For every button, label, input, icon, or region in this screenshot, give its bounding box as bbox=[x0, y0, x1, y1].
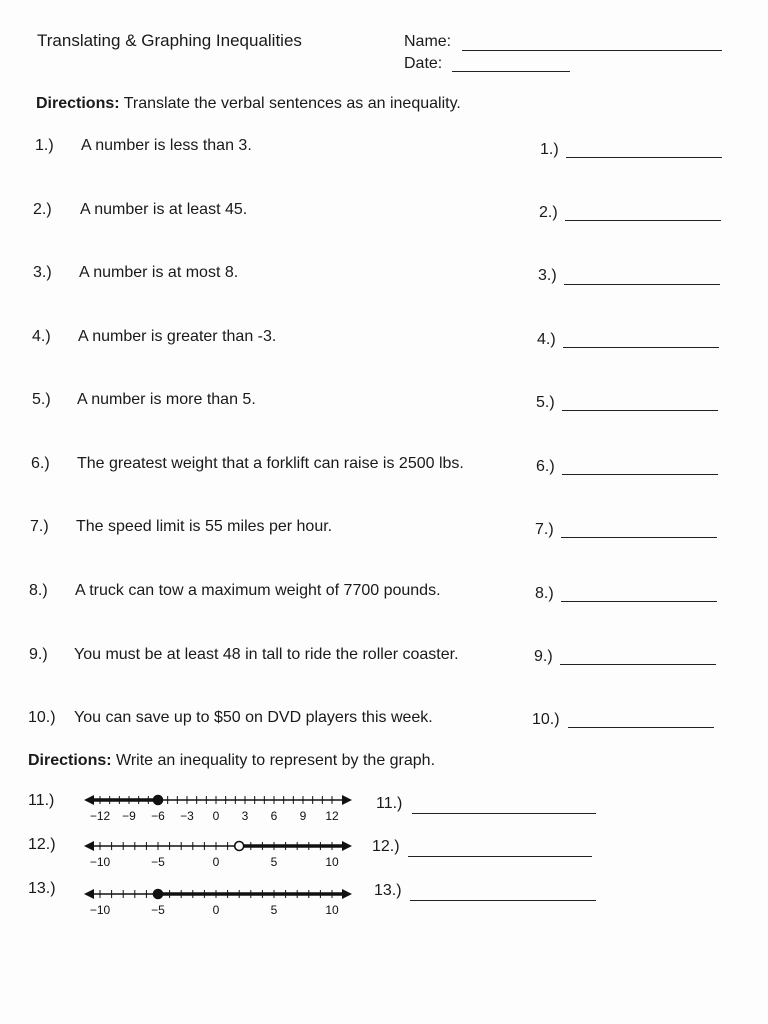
question-text: A number is less than 3. bbox=[81, 137, 252, 154]
tick-label: −5 bbox=[151, 903, 165, 917]
left-arrow-icon bbox=[84, 889, 94, 899]
question-number: 2.) bbox=[33, 201, 52, 218]
answer-blank[interactable] bbox=[562, 474, 718, 475]
graph-number: 12.) bbox=[28, 836, 56, 853]
answer-blank[interactable] bbox=[412, 813, 596, 814]
answer-blank[interactable] bbox=[565, 220, 721, 221]
answer-blank[interactable] bbox=[561, 601, 717, 602]
question-number: 7.) bbox=[30, 518, 49, 535]
answer-label: 3.) bbox=[538, 267, 557, 284]
tick-label: 9 bbox=[299, 809, 307, 823]
question-text: The greatest weight that a forklift can raise is 2500 lbs. bbox=[77, 455, 464, 472]
number-line bbox=[84, 882, 356, 922]
question-number: 3.) bbox=[33, 264, 52, 281]
question-text: A truck can tow a maximum weight of 7700 pounds. bbox=[75, 582, 441, 599]
tick-label: 0 bbox=[212, 855, 220, 869]
answer-blank[interactable] bbox=[564, 284, 720, 285]
answer-label: 8.) bbox=[535, 585, 554, 602]
question-text: A number is more than 5. bbox=[77, 391, 256, 408]
solution-point bbox=[235, 842, 244, 851]
question-number: 1.) bbox=[35, 137, 54, 154]
graph-number: 13.) bbox=[28, 880, 56, 897]
tick-label: −3 bbox=[180, 809, 194, 823]
answer-label: 2.) bbox=[539, 204, 558, 221]
solution-point bbox=[154, 890, 163, 899]
answer-blank[interactable] bbox=[410, 900, 596, 901]
answer-label: 13.) bbox=[374, 882, 402, 899]
answer-blank[interactable] bbox=[568, 727, 714, 728]
tick-label: −10 bbox=[89, 855, 111, 869]
answer-label: 7.) bbox=[535, 521, 554, 538]
part1-directions-text: Translate the verbal sentences as an inequality. bbox=[119, 95, 461, 112]
tick-label: −5 bbox=[151, 855, 165, 869]
question-number: 5.) bbox=[32, 391, 51, 408]
tick-label: 0 bbox=[212, 809, 220, 823]
question-text: A number is greater than -3. bbox=[78, 328, 277, 345]
tick-label: 10 bbox=[325, 903, 339, 917]
answer-blank[interactable] bbox=[563, 347, 719, 348]
date-label: Date: bbox=[404, 55, 443, 72]
answer-blank[interactable] bbox=[562, 410, 718, 411]
tick-label: 0 bbox=[212, 903, 220, 917]
answer-blank[interactable] bbox=[566, 157, 722, 158]
tick-label: −6 bbox=[151, 809, 165, 823]
question-number: 10.) bbox=[28, 709, 56, 726]
number-line bbox=[84, 834, 356, 874]
name-label: Name: bbox=[404, 33, 452, 50]
answer-label: 11.) bbox=[376, 795, 403, 812]
answer-blank[interactable] bbox=[408, 856, 592, 857]
tick-label: −12 bbox=[89, 809, 111, 823]
date-field[interactable] bbox=[452, 71, 570, 72]
question-number: 9.) bbox=[29, 646, 48, 663]
answer-label: 12.) bbox=[372, 838, 400, 855]
answer-label: 10.) bbox=[532, 711, 560, 728]
part1-directions-bold: Directions: bbox=[36, 95, 120, 112]
number-line bbox=[84, 788, 356, 828]
tick-label: 6 bbox=[270, 809, 278, 823]
worksheet-title: Translating & Graphing Inequalities bbox=[37, 31, 302, 50]
answer-label: 1.) bbox=[540, 141, 559, 158]
question-text: You can save up to $50 on DVD players this week. bbox=[74, 709, 433, 726]
tick-label: −10 bbox=[89, 903, 111, 917]
tick-label: 10 bbox=[325, 855, 339, 869]
answer-label: 4.) bbox=[537, 331, 556, 348]
answer-label: 6.) bbox=[536, 458, 555, 475]
tick-label: 3 bbox=[241, 809, 249, 823]
answer-blank[interactable] bbox=[560, 664, 716, 665]
solution-point bbox=[154, 796, 163, 805]
name-field[interactable] bbox=[462, 50, 722, 51]
question-text: A number is at most 8. bbox=[79, 264, 239, 281]
question-number: 8.) bbox=[29, 582, 48, 599]
question-text: You must be at least 48 in tall to ride the roller coaster. bbox=[74, 646, 459, 663]
part1-directions bbox=[36, 95, 461, 113]
question-text: A number is at least 45. bbox=[80, 201, 248, 218]
tick-label: −9 bbox=[122, 809, 136, 823]
tick-label: 12 bbox=[325, 809, 339, 823]
tick-label: 5 bbox=[270, 855, 278, 869]
answer-label: 9.) bbox=[534, 648, 553, 665]
question-text: The speed limit is 55 miles per hour. bbox=[76, 518, 333, 535]
question-number: 4.) bbox=[32, 328, 51, 345]
tick-label: 5 bbox=[270, 903, 278, 917]
part2-directions-text: Write an inequality to represent by the graph. bbox=[111, 752, 436, 769]
left-arrow-icon bbox=[84, 841, 94, 851]
answer-blank[interactable] bbox=[561, 537, 717, 538]
question-number: 6.) bbox=[31, 455, 50, 472]
part2-directions bbox=[28, 752, 435, 770]
part2-directions-bold: Directions: bbox=[28, 752, 112, 769]
answer-label: 5.) bbox=[536, 394, 555, 411]
graph-number: 11.) bbox=[28, 792, 55, 809]
right-arrow-icon bbox=[342, 795, 352, 805]
